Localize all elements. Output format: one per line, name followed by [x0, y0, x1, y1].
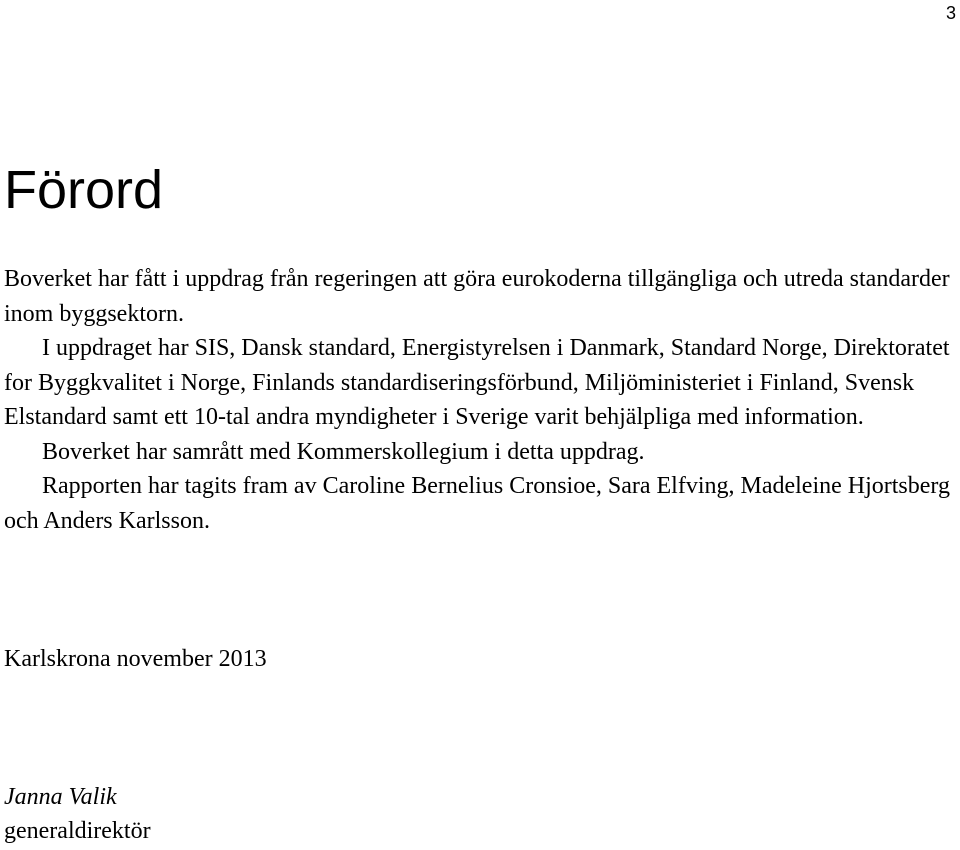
- signatory-role: generaldirektör: [4, 818, 151, 844]
- preface-body: [4, 262, 954, 538]
- place-date: Karlskrona november 2013: [4, 646, 267, 672]
- page-title: Förord: [4, 160, 164, 220]
- signature-block: [4, 780, 151, 848]
- paragraph-assignment: Boverket har fått i uppdrag från regeringen att göra eurokoderna tillgängliga och utreda standarder inom byggsektorn.: [4, 266, 950, 327]
- paragraph-consultation: Boverket har samrått med Kommerskollegium i detta uppdrag.: [42, 438, 645, 465]
- page-number: 3: [945, 3, 956, 23]
- paragraph-contributors: I uppdraget har SIS, Dansk standard, Energistyrelsen i Danmark, Standard Norge, Direktoratet for Byggkvalitet i Norge, Finlands standardiseringsförbund, Miljöministeriet i Finland, Svensk Elstandard samt ett 10-tal andra myndigheter i Sverige varit behjälpliga med information.: [4, 335, 950, 430]
- paragraph-authors: Rapporten har tagits fram av Caroline Bernelius Cronsioe, Sara Elfving, Madeleine Hjortsberg och Anders Karlsson.: [4, 473, 950, 534]
- signatory-name: Janna Valik: [4, 784, 117, 810]
